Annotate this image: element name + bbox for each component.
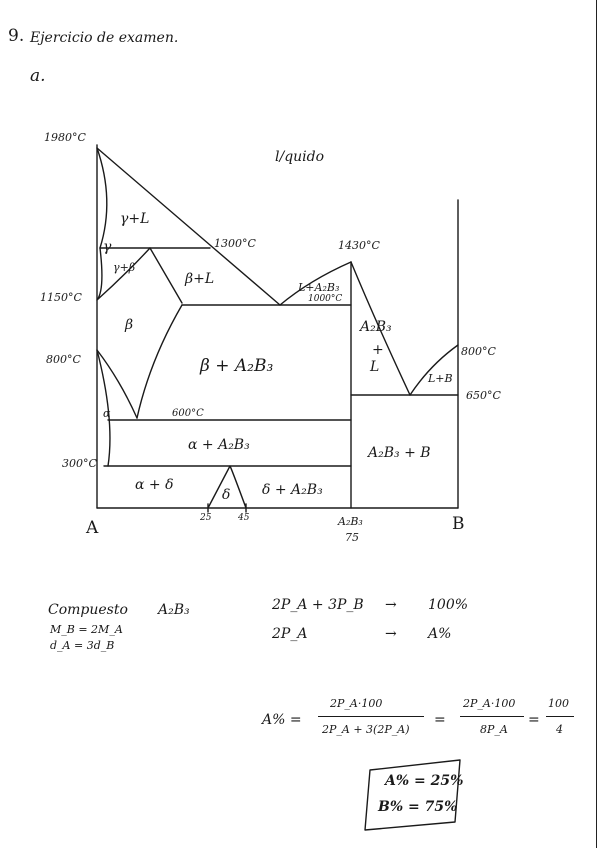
frac1-denominator: 2P_A + 3(2P_A) [322, 723, 410, 736]
frac3-bar [546, 716, 574, 717]
axis-label-25: 25 [200, 513, 212, 523]
density-relation: d_A = 3d_B [50, 639, 115, 652]
axis-label-45: 45 [238, 513, 250, 523]
label-liquid: l/quido [275, 149, 325, 165]
label-alpha: α [103, 407, 111, 420]
axis-label-75: 75 [345, 531, 359, 544]
label-delta: δ [222, 487, 231, 503]
compound-formula: A₂B₃ [158, 602, 190, 618]
liquidus-b [410, 345, 458, 395]
temp-650: 650°C [466, 389, 501, 402]
part-label: a. [30, 66, 46, 86]
axis-label-compound: A₂B₃ [338, 515, 363, 528]
frac2-bar [460, 716, 524, 717]
label-beta-a2b3: β + A₂B₃ [200, 356, 274, 376]
label-gamma: γ [103, 239, 112, 255]
temp-600: 600°C [172, 408, 204, 419]
eq2-left: 2P_A [272, 626, 308, 642]
temp-1980: 1980°C [44, 131, 86, 144]
result-b: B% = 75% [378, 799, 458, 815]
label-l-b: L+B [428, 372, 453, 385]
gamma-beta-lens [97, 248, 150, 300]
temp-800-right: 800°C [461, 345, 496, 358]
temp-1430: 1430°C [338, 239, 380, 252]
axis-label-b: B [452, 514, 465, 534]
frac1-numerator: 2P_A·100 [330, 697, 383, 710]
axis-label-a: A [86, 518, 99, 538]
result-box [365, 760, 460, 830]
label-a2b3-l-1: A₂B₃ [360, 319, 392, 335]
label-a2b3-l-plus: + [372, 342, 384, 358]
eq2-right: A% [428, 626, 452, 642]
exercise-title: Ejercicio de examen. [30, 30, 179, 46]
frac3-denominator: 4 [556, 723, 563, 736]
label-beta: β [125, 317, 134, 333]
label-a2b3-b: A₂B₃ + B [368, 445, 431, 461]
eq1-arrow: → [385, 597, 397, 613]
frac2-numerator: 2P_A·100 [463, 697, 516, 710]
eq1-left: 2P_A + 3P_B [272, 597, 364, 613]
temp-800: 800°C [46, 353, 81, 366]
beta-solvus [137, 305, 182, 418]
frac1-bar [318, 716, 424, 717]
label-delta-a2b3: δ + A₂B₃ [262, 482, 323, 498]
label-alpha-delta: α + δ [135, 477, 174, 493]
formula-lhs: A% = [262, 712, 302, 728]
compound-label: Compuesto [48, 602, 128, 618]
label-l-a2b3: L+A₂B₃ [298, 281, 340, 294]
label-alpha-a2b3: α + A₂B₃ [188, 437, 250, 453]
beta-l-boundary [150, 248, 182, 303]
label-gamma-l: γ+L [120, 211, 150, 227]
exercise-number: 9. [8, 26, 25, 46]
eq-sign-1: = [434, 712, 446, 728]
eq2-arrow: → [385, 626, 397, 642]
label-a2b3-l-2: L [370, 359, 380, 375]
frac3-numerator: 100 [548, 697, 569, 710]
temp-1150: 1150°C [40, 291, 82, 304]
result-a: A% = 25% [385, 773, 464, 789]
temp-1000: 1000°C [308, 294, 343, 304]
frac2-denominator: 8P_A [480, 723, 508, 736]
temp-300: 300°C [62, 457, 97, 470]
label-gamma-beta: γ+β [113, 261, 136, 274]
gamma-solidus [97, 148, 107, 248]
eq1-right: 100% [428, 597, 469, 613]
temp-1300: 1300°C [214, 237, 256, 250]
mass-relation: M_B = 2M_A [50, 623, 123, 636]
eq-sign-2: = [528, 712, 540, 728]
label-beta-l: β+L [185, 271, 215, 287]
